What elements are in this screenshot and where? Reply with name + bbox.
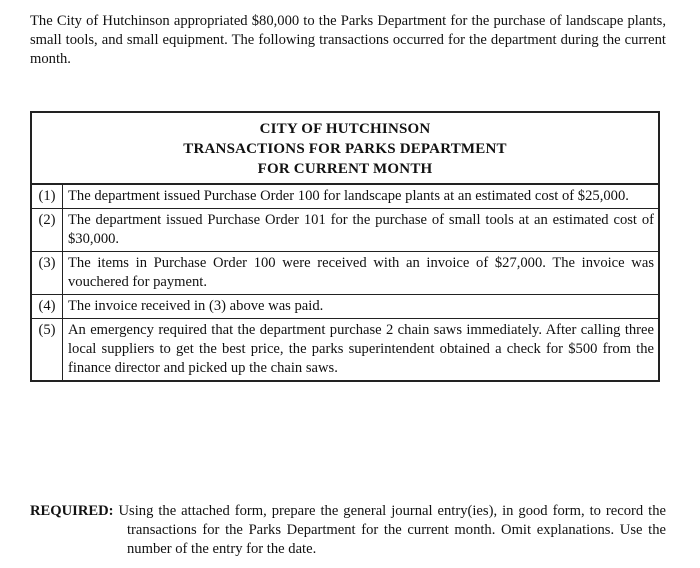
row-number: (1) [31,184,63,209]
table-row [31,252,659,295]
transactions-table [30,111,660,382]
required-instructions [30,502,666,559]
row-description: The department issued Purchase Order 101 for the purchase of small tools at an estimated cost of $30,000. [63,209,660,252]
table-title-line-1: CITY OF HUTCHINSON [259,121,431,137]
row-number: (2) [31,209,63,252]
row-description: The invoice received in (3) above was paid. [63,295,660,319]
table-header-row [31,112,659,184]
intro-paragraph: The City of Hutchinson appropriated $80,000 to the Parks Department for the purchase of landscape plants, small tools, and small equipment. The following transactions occurred for the department during the current month. [30,13,666,67]
table-row [31,295,659,319]
row-description: The items in Purchase Order 100 were received with an invoice of $27,000. The invoice was vouchered for payment. [63,252,660,295]
row-description: An emergency required that the department purchase 2 chain saws immediately. After calling three local suppliers to get the best price, the parks superintendent obtained a check for $500 from the finance director and picked up the chain saws. [63,319,660,382]
row-description: The department issued Purchase Order 100 for landscape plants at an estimated cost of $25,000. [63,184,660,209]
required-text: Using the attached form, prepare the general journal entry(ies), in good form, to record the transactions for the Parks Department for the current month. Omit explanations. Use the number of the entry for the date. [118,503,666,557]
required-label: REQUIRED: [30,503,114,519]
row-number: (5) [31,319,63,382]
table-row [31,319,659,382]
row-number: (3) [31,252,63,295]
table-row [31,184,659,209]
table-title-line-3: FOR CURRENT MONTH [257,161,433,177]
table-row [31,209,659,252]
row-number: (4) [31,295,63,319]
table-title-line-2: TRANSACTIONS FOR PARKS DEPARTMENT [183,141,507,157]
table-title [31,112,659,184]
